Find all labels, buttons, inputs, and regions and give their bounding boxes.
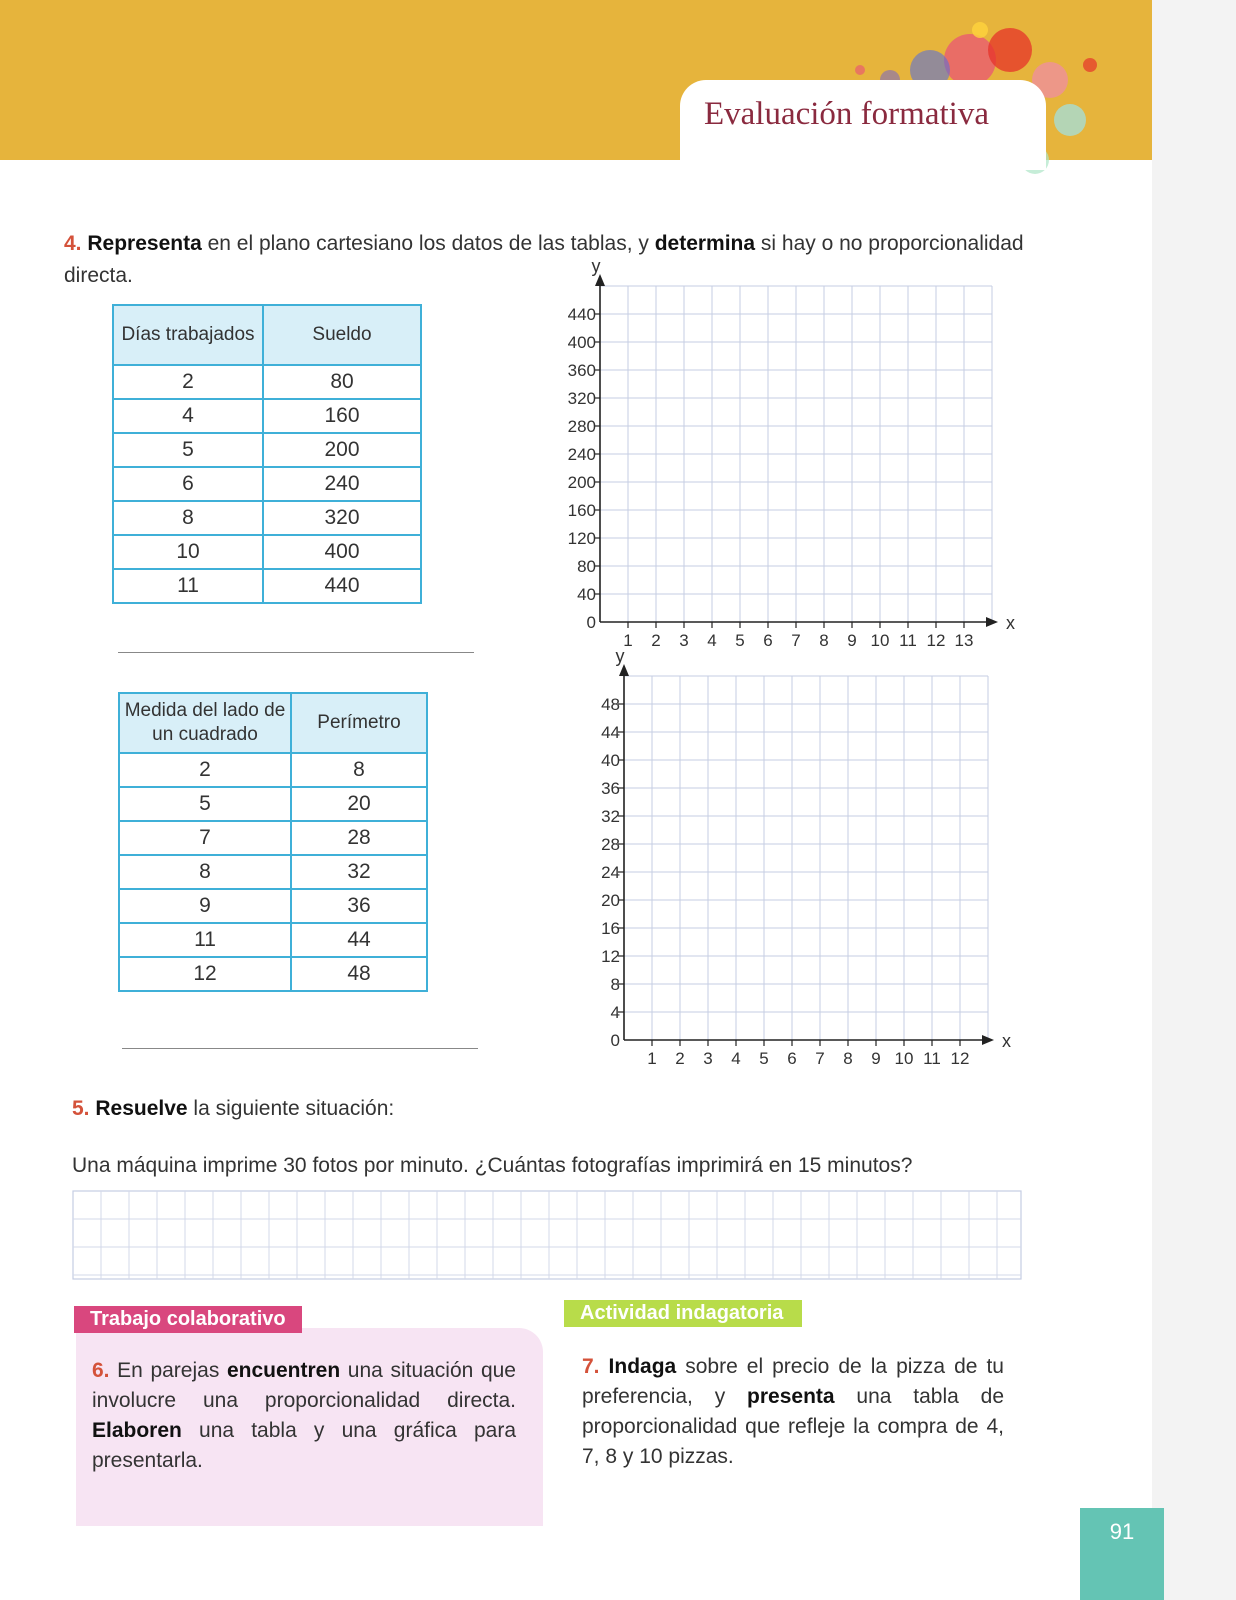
instruction-text: si hay o no proporcionalidad directa. <box>64 232 1024 287</box>
y-tick-label: 48 <box>601 695 620 714</box>
page-number: 91 <box>1080 1508 1164 1600</box>
instruction-verb: presenta <box>747 1385 835 1408</box>
collaborative-badge: Trabajo colaborativo <box>74 1306 302 1333</box>
table-side-perimeter <box>118 692 428 992</box>
table-cell: 400 <box>263 535 421 569</box>
table-cell: 160 <box>263 399 421 433</box>
cartesian-plane-2[interactable] <box>576 646 1026 1090</box>
table-days-salary <box>112 304 422 604</box>
answer-line[interactable] <box>118 652 474 653</box>
y-axis-label: y <box>591 256 601 276</box>
y-tick-label: 20 <box>601 891 620 910</box>
table-header: Días trabajados <box>113 305 263 365</box>
x-tick-label: 7 <box>815 1049 825 1068</box>
table-cell: 200 <box>263 433 421 467</box>
page-margin <box>1152 0 1236 1600</box>
x-tick-label: 3 <box>679 631 689 650</box>
instruction-verb: Elaboren <box>92 1419 182 1442</box>
page-title: Evaluación formativa <box>704 96 989 132</box>
x-tick-label: 9 <box>871 1049 881 1068</box>
question-number: 7. <box>582 1355 600 1378</box>
x-tick-label: 12 <box>926 631 946 650</box>
x-tick-label: 10 <box>870 631 890 650</box>
y-tick-label: 12 <box>601 947 620 966</box>
table-cell: 320 <box>263 501 421 535</box>
table-cell: 10 <box>113 535 263 569</box>
instruction-text: una tabla y una gráfica para presentarla. <box>92 1419 516 1472</box>
y-tick-label: 280 <box>567 417 596 436</box>
x-tick-label: 1 <box>647 1049 657 1068</box>
y-tick-label: 28 <box>601 835 620 854</box>
question-7 <box>582 1352 1004 1472</box>
table-cell: 8 <box>113 501 263 535</box>
question-5 <box>72 1093 394 1125</box>
instruction-verb: Indaga <box>608 1355 677 1378</box>
table-cell: 440 <box>263 569 421 603</box>
y-tick-label: 4 <box>610 1003 620 1022</box>
table-cell: 4 <box>113 399 263 433</box>
y-tick-label: 440 <box>567 305 596 324</box>
table-cell: 12 <box>119 957 291 991</box>
y-tick-label: 400 <box>567 333 596 352</box>
instruction-text: sobre el precio de la pizza de tu preferencia, y <box>582 1355 1004 1408</box>
cartesian-plane-1[interactable] <box>548 256 1028 660</box>
question-number: 6. <box>92 1359 110 1382</box>
x-tick-label: 2 <box>675 1049 685 1068</box>
instruction-text: la siguiente situación: <box>187 1097 395 1120</box>
table-cell: 5 <box>119 787 291 821</box>
table-cell: 5 <box>113 433 263 467</box>
y-tick-label: 36 <box>601 779 620 798</box>
table-cell: 32 <box>291 855 427 889</box>
answer-grid[interactable] <box>72 1190 1024 1282</box>
y-tick-label: 360 <box>567 361 596 380</box>
table-cell: 36 <box>291 889 427 923</box>
instruction-verb: Representa <box>87 232 202 255</box>
y-tick-label: 240 <box>567 445 596 464</box>
y-tick-label: 16 <box>601 919 620 938</box>
x-tick-label: 8 <box>819 631 829 650</box>
y-tick-label: 24 <box>601 863 620 882</box>
x-tick-label: 9 <box>847 631 857 650</box>
table-cell: 2 <box>119 753 291 787</box>
instruction-text: En parejas <box>117 1359 227 1382</box>
table-cell: 8 <box>119 855 291 889</box>
x-tick-label: 3 <box>703 1049 713 1068</box>
y-tick-label: 120 <box>567 529 596 548</box>
x-tick-label: 5 <box>735 631 745 650</box>
instruction-verb: Resuelve <box>95 1097 188 1120</box>
table-cell: 240 <box>263 467 421 501</box>
table-cell: 28 <box>291 821 427 855</box>
table-cell: 80 <box>263 365 421 399</box>
question-number: 4. <box>64 232 82 255</box>
y-tick-label: 44 <box>601 723 620 742</box>
x-tick-label: 4 <box>731 1049 741 1068</box>
x-tick-label: 6 <box>787 1049 797 1068</box>
question-6 <box>92 1356 516 1476</box>
y-tick-label: 8 <box>610 975 620 994</box>
table-cell: 8 <box>291 753 427 787</box>
instruction-text: una situación que involucre una proporcionalidad directa. <box>92 1359 516 1412</box>
table-header: Perímetro <box>291 693 427 753</box>
table-cell: 11 <box>119 923 291 957</box>
inquiry-badge: Actividad indagatoria <box>564 1300 802 1327</box>
table-cell: 44 <box>291 923 427 957</box>
y-axis-label: y <box>615 646 625 666</box>
x-tick-label: 1 <box>623 631 633 650</box>
table-header: Sueldo <box>263 305 421 365</box>
x-tick-label: 5 <box>759 1049 769 1068</box>
y-tick-label: 320 <box>567 389 596 408</box>
y-tick-label: 40 <box>601 751 620 770</box>
y-tick-label: 0 <box>610 1031 620 1050</box>
y-tick-label: 32 <box>601 807 620 826</box>
table-header: Medida del lado de un cuadrado <box>119 693 291 753</box>
table-cell: 7 <box>119 821 291 855</box>
instruction-text: una tabla de proporcionalidad que refleje la compra de 4, 7, 8 y 10 pizzas. <box>582 1385 1004 1468</box>
table-cell: 6 <box>113 467 263 501</box>
table-cell: 2 <box>113 365 263 399</box>
table-cell: 20 <box>291 787 427 821</box>
x-tick-label: 12 <box>950 1049 970 1068</box>
answer-line[interactable] <box>122 1048 478 1049</box>
y-tick-label: 160 <box>567 501 596 520</box>
instruction-text: en el plano cartesiano los datos de las tablas, y <box>201 232 655 255</box>
y-tick-label: 40 <box>577 585 596 604</box>
table-cell: 11 <box>113 569 263 603</box>
x-tick-label: 6 <box>763 631 773 650</box>
x-tick-label: 11 <box>923 1049 941 1068</box>
table-cell: 9 <box>119 889 291 923</box>
x-tick-label: 8 <box>843 1049 853 1068</box>
y-tick-label: 80 <box>577 557 596 576</box>
table-cell: 48 <box>291 957 427 991</box>
x-tick-label: 11 <box>899 631 917 650</box>
x-tick-label: 4 <box>707 631 717 650</box>
x-axis-label: x <box>1006 613 1015 633</box>
x-tick-label: 2 <box>651 631 661 650</box>
grid-border <box>73 1191 1021 1279</box>
instruction-verb: determina <box>654 232 756 255</box>
x-tick-label: 13 <box>954 631 974 650</box>
x-tick-label: 10 <box>894 1049 914 1068</box>
y-tick-label: 0 <box>586 613 596 632</box>
question-number: 5. <box>72 1097 90 1120</box>
instruction-verb: encuentren <box>226 1359 341 1382</box>
y-tick-label: 200 <box>567 473 596 492</box>
problem-statement: Una máquina imprime 30 fotos por minuto. ¿Cuántas fotografías imprimirá en 15 minutos? <box>72 1154 913 1177</box>
x-axis-label: x <box>1002 1031 1011 1051</box>
x-tick-label: 7 <box>791 631 801 650</box>
